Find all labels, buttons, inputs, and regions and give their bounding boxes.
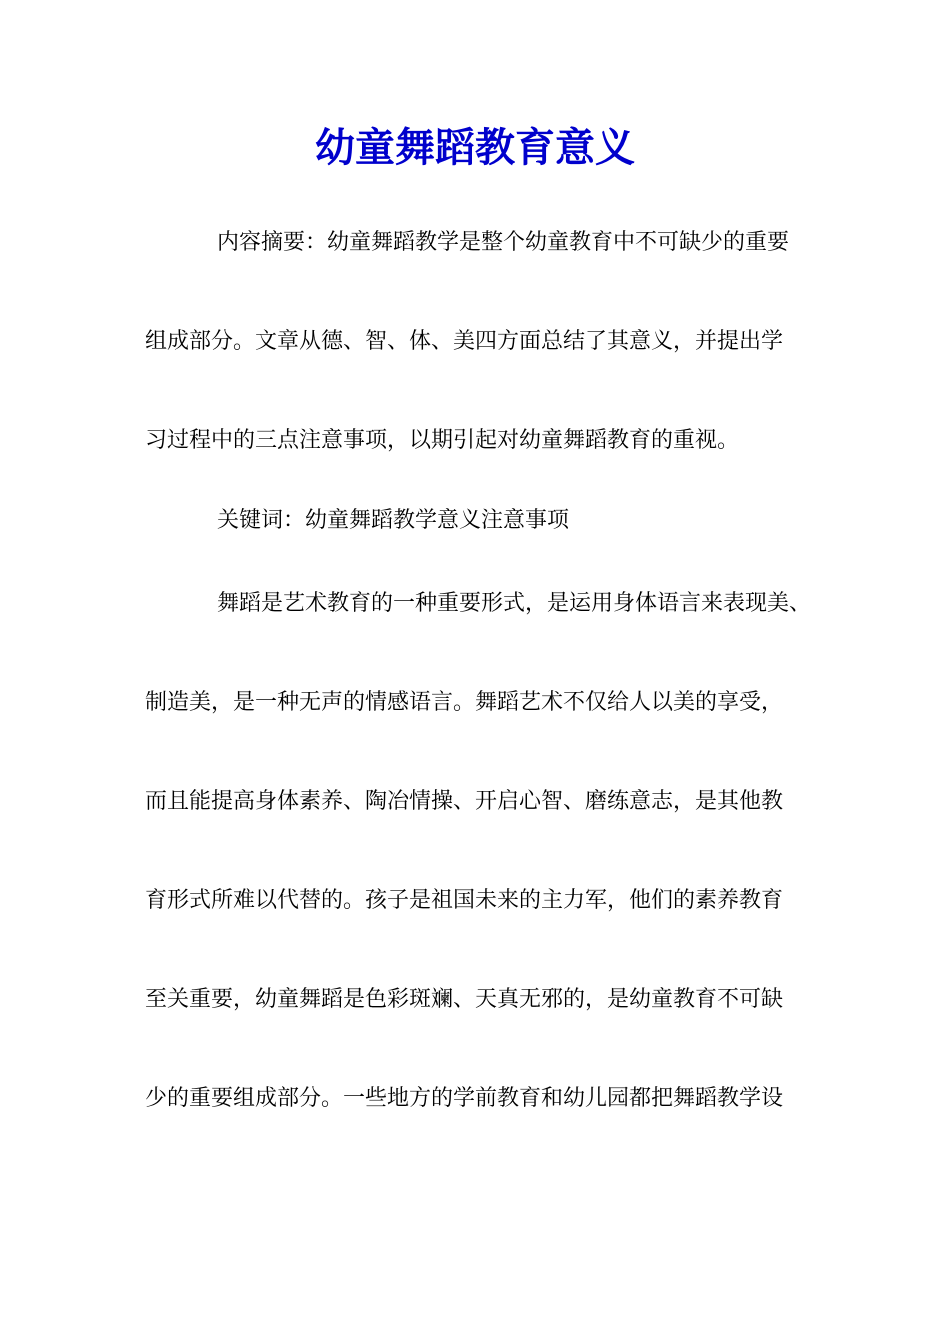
body-line-6: 少的重要组成部分。一些地方的学前教育和幼儿园都把舞蹈教学设 <box>145 1086 784 1111</box>
abstract-line-3: 习过程中的三点注意事项，以期引起对幼童舞蹈教育的重视。 <box>145 428 740 453</box>
body-line-1: 舞蹈是艺术教育的一种重要形式，是运用身体语言来表现美、 <box>217 591 812 616</box>
abstract-line-2: 组成部分。文章从德、智、体、美四方面总结了其意义，并提出学 <box>145 329 784 354</box>
body-line-5: 至关重要，幼童舞蹈是色彩斑斓、天真无邪的，是幼童教育不可缺 <box>145 987 784 1012</box>
body-line-2: 制造美，是一种无声的情感语言。舞蹈艺术不仅给人以美的享受， <box>145 690 784 715</box>
document-title: 幼童舞蹈教育意义 <box>315 124 635 171</box>
keywords-line: 关键词：幼童舞蹈教学意义注意事项 <box>217 508 570 533</box>
body-line-3: 而且能提高身体素养、陶冶情操、开启心智、磨练意志，是其他教 <box>145 789 784 814</box>
abstract-line-1: 内容摘要：幼童舞蹈教学是整个幼童教育中不可缺少的重要 <box>217 230 790 255</box>
body-line-4: 育形式所难以代替的。孩子是祖国未来的主力军，他们的素养教育 <box>145 888 784 913</box>
